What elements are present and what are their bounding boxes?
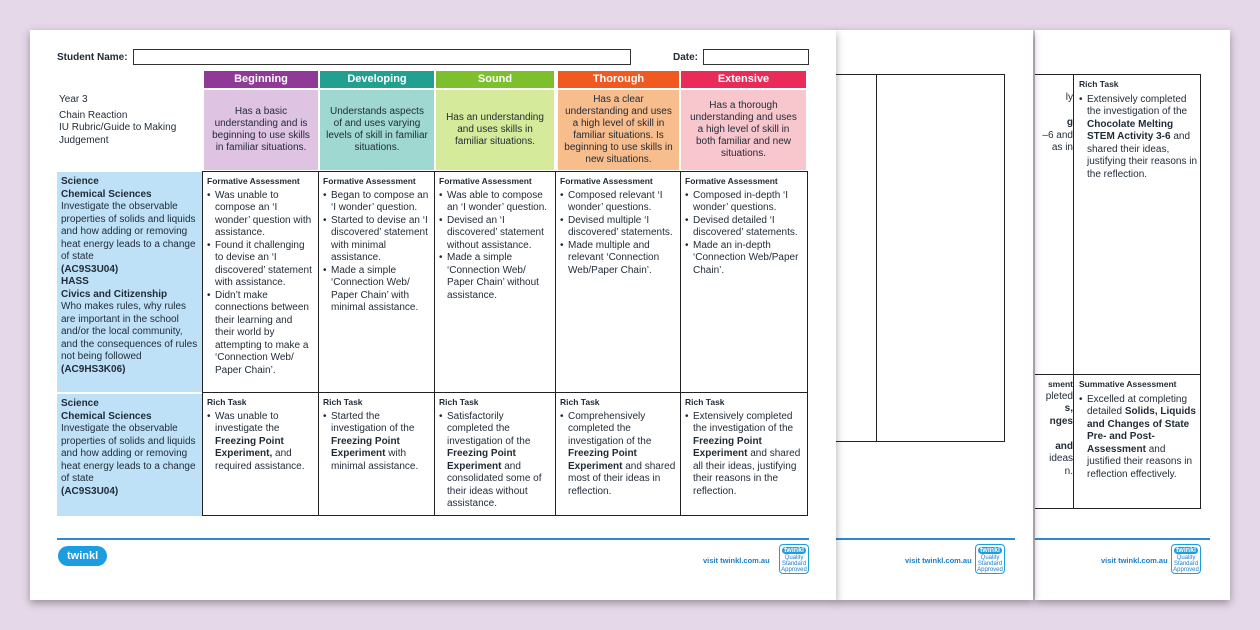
student-name-field[interactable] [133,49,631,65]
quality-badge: twinkl Quality Standard Approved [779,544,809,574]
page3-rich-cell [1079,78,1201,181]
page3-rowline [1035,374,1201,375]
formative-cell-sound: Formative Assessment • Was able to compose an ‘I wonder’ question. • Devised an ‘I discovered’ statement without assistance. • Made a simple ‘Connection Web/ Paper Chain’ without assistance. [434,171,556,393]
level-desc-sound: Has an understanding and uses skills in familiar situations. [436,90,554,170]
page3-quality-badge: twinkl Quality Standard Approved [1171,544,1201,574]
level-desc-beginning: Has a basic understanding and is beginning to use skills in familiar situations. [204,90,318,170]
page2-divider [876,74,877,442]
page3-divider [1073,74,1074,509]
level-header-extensive: Extensive [681,71,806,88]
formative-cell-developing: Formative Assessment • Began to compose an ‘I wonder’ question. • Started to devise an ‘I discovered’ statement with minimal assistance. • Made a simple ‘Connection Web/ Paper Chain’ with minimal assistance. [318,171,435,393]
unit-title: Chain Reaction [59,109,128,121]
level-desc-thorough: Has a clear understanding and uses a high level of skill in familiar situations. Is beginning to use skills in new situations. [558,90,679,170]
page3-rich-title: Rich Task [1079,79,1119,89]
page3-partial-bottom: sment pleted s, nges and ideas n. [1045,379,1073,477]
back-page-3 [1035,30,1230,600]
rich-task-cell-extensive: Rich Task • Extensively completed the investigation of the Freezing Point Experiment and shared all their ideas, justifying their reasons in the reflection. [680,392,808,516]
row1-curriculum: Science Chemical Sciences Investigate the observable properties of solids and liquids and how adding or removing heat energy leads to a change of state (AC9S3U04) HASS Civics and Citizenship Who makes rules, why rules are important in the school and/or the local community, and the consequences of rules not being followed (AC9HS3K06) [57,172,203,392]
level-desc-extensive: Has a thorough understanding and uses a high level of skill in both familiar and new situations. [681,90,806,170]
formative-cell-extensive: Formative Assessment • Composed in-depth ‘I wonder’ questions. • Devised detailed ‘I discovered’ statements. • Made an in-depth ‘Connection Web/Paper Chain’. [680,171,808,393]
back-page-2 [835,30,1033,600]
level-header-thorough: Thorough [558,71,679,88]
front-page [30,30,836,600]
page3-visit-link[interactable]: visit twinkl.com.au [1101,556,1168,565]
page2-visit-link[interactable]: visit twinkl.com.au [905,556,972,565]
page3-summative-cell [1079,378,1201,481]
year-label: Year 3 [59,94,88,105]
rich-task-cell-developing: Rich Task • Started the investigation of the Freezing Point Experiment with minimal assistance. [318,392,435,516]
title-block [59,94,199,147]
footer-line [57,538,809,540]
rich-task-cell-sound: Rich Task • Satisfactorily completed the investigation of the Freezing Point Experiment and consolidated some of their ideas without assistance. [434,392,556,516]
guide-title: IU Rubric/Guide to Making Judgement [59,122,177,146]
date-field[interactable] [703,49,809,65]
page3-summative-title: Summative Assessment [1079,379,1177,389]
page2-grid [835,74,1005,442]
level-header-sound: Sound [436,71,554,88]
row2-curriculum: Science Chemical Sciences Investigate the observable properties of solids and liquids and how adding or removing heat energy leads to a change of state (AC9S3U04) [57,394,203,516]
twinkl-logo[interactable]: twinkl [58,546,107,566]
formative-cell-beginning: Formative Assessment • Was unable to compose an ‘I wonder’ question with assistance. • Found it challenging to devise an ‘I discovered’ statement with assistance. • Didn’t make connections between their learning and their world by attempting to make a ‘Connection Web/ Paper Chain’. [202,171,319,393]
page2-footer-line [835,538,1015,540]
page3-footer-line [1035,538,1210,540]
level-header-developing: Developing [320,71,434,88]
page3-rich-text: • Extensively completed the investigation of the Chocolate Melting STEM Activity 3-6 and shared their ideas, justifying their reasons in the reflection. [1079,93,1198,180]
level-header-beginning: Beginning [204,71,318,88]
page3-summative-text: • Excelled at completing detailed Solids, Liquids and Changes of State Pre- and Post-Assessment and justified their reasons in reflection effectively. [1079,393,1196,480]
formative-cell-thorough: Formative Assessment • Composed relevant ‘I wonder’ questions. • Devised multiple ‘I discovered’ statements. • Made multiple and relevant ‘Connection Web/Paper Chain’. [555,171,681,393]
date-label: Date: [673,52,699,63]
rich-task-cell-thorough: Rich Task • Comprehensively completed the investigation of the Freezing Point Experiment and shared most of their ideas in reflection. [555,392,681,516]
page2-quality-badge: twinkl Quality Standard Approved [975,544,1005,574]
level-desc-developing: Understands aspects of and uses varying levels of skill in familiar situations. [320,90,434,170]
visit-link[interactable]: visit twinkl.com.au [703,556,770,565]
student-name-label: Student Name: [57,52,128,63]
page3-partial-top: ly g –6 and as in [1042,92,1073,153]
rich-task-cell-beginning: Rich Task • Was unable to investigate the Freezing Point Experiment, and required assistance. [202,392,319,516]
